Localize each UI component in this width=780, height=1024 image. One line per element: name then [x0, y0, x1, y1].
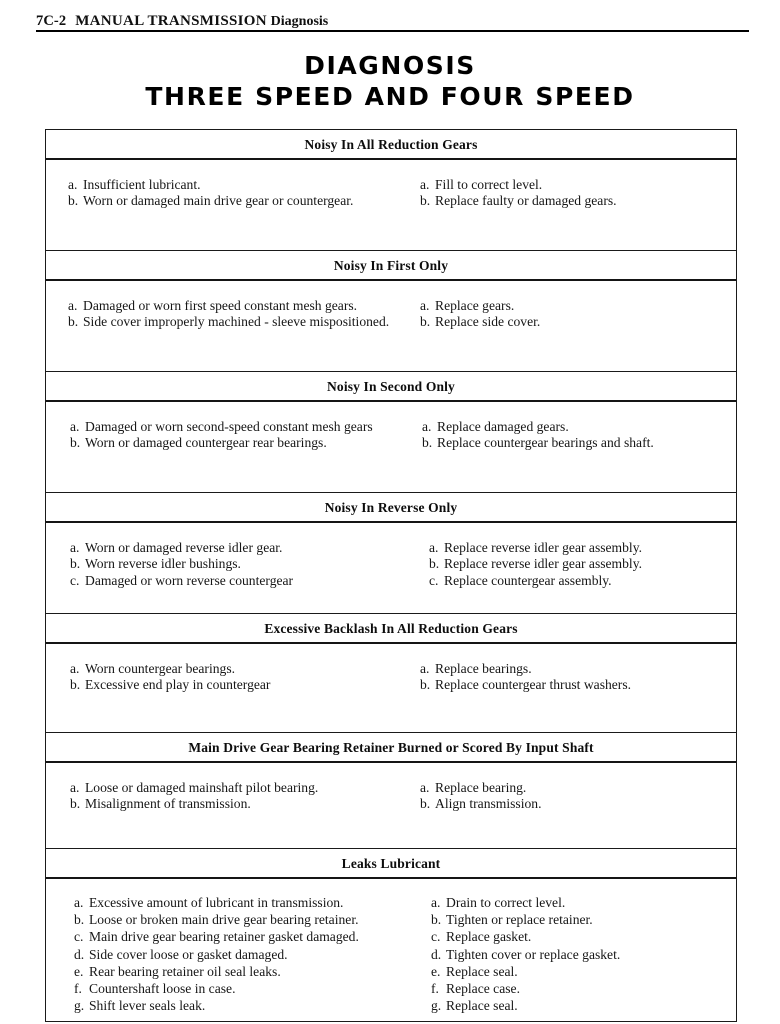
- cause-item: [70, 661, 270, 677]
- item-text: Worn reverse idler bushings.: [85, 556, 241, 572]
- cause-item: [70, 573, 293, 589]
- cause-item: [68, 298, 389, 314]
- section-heading: Noisy In Second Only: [46, 372, 736, 402]
- corrections-column: [431, 894, 620, 1014]
- item-text: Misalignment of transmission.: [85, 796, 251, 812]
- item-text: Replace case.: [446, 981, 520, 997]
- item-text: Tighten cover or replace gasket.: [446, 946, 621, 962]
- item-text: Side cover loose or gasket damaged.: [89, 946, 288, 962]
- corrections-column: [422, 419, 654, 452]
- item-marker: b.: [420, 796, 431, 812]
- item-marker: g.: [74, 998, 85, 1014]
- item-text: Worn or damaged countergear rear bearings.: [85, 435, 327, 451]
- item-text: Side cover improperly machined - sleeve mispositioned.: [83, 314, 390, 330]
- diagnosis-section: [46, 130, 736, 251]
- item-marker: b.: [68, 314, 79, 330]
- item-marker: a.: [70, 661, 80, 676]
- header-rule: [36, 30, 749, 32]
- correction-item: [420, 314, 540, 330]
- running-head-text: [36, 13, 748, 30]
- item-text: Replace countergear assembly.: [444, 572, 612, 588]
- item-marker: a.: [70, 419, 80, 434]
- item-marker: a.: [68, 177, 78, 192]
- page-title-line-2: THREE SPEED AND FOUR SPEED: [145, 82, 635, 111]
- diagnosis-section: [46, 733, 736, 849]
- causes-column: [68, 177, 353, 210]
- item-text: Countershaft loose in case.: [89, 981, 236, 997]
- corrections-column: [420, 661, 631, 694]
- item-text: Replace side cover.: [435, 314, 541, 330]
- section-body: [46, 763, 736, 849]
- diagnosis-section: [46, 614, 736, 733]
- cause-list: [70, 419, 373, 452]
- cause-item: [74, 894, 359, 911]
- item-text: Tighten or replace retainer.: [446, 912, 593, 928]
- item-marker: b.: [420, 314, 431, 330]
- cause-list: [74, 894, 359, 1014]
- item-marker: a.: [74, 895, 84, 910]
- causes-column: [68, 298, 389, 331]
- item-text: Worn or damaged main drive gear or countergear.: [83, 193, 354, 209]
- cause-item: [74, 946, 359, 963]
- cause-item: [68, 314, 389, 330]
- correction-item: [431, 963, 620, 980]
- item-text: Replace gears.: [435, 298, 515, 313]
- item-marker: f.: [74, 981, 82, 997]
- item-marker: c.: [70, 572, 80, 588]
- causes-column: [70, 780, 318, 813]
- item-text: Replace countergear thrust washers.: [435, 677, 632, 693]
- corrections-column: [420, 780, 542, 813]
- causes-column: [70, 661, 270, 694]
- item-text: Fill to correct level.: [435, 177, 543, 192]
- cause-item: [68, 193, 353, 209]
- cause-list: [70, 540, 293, 589]
- correction-item: [420, 677, 631, 693]
- item-text: Loose or damaged mainshaft pilot bearing.: [85, 780, 319, 795]
- item-marker: b.: [70, 796, 81, 812]
- corrections-column: [420, 177, 617, 210]
- item-text: Replace reverse idler gear assembly.: [444, 540, 643, 555]
- cause-list: [70, 780, 318, 813]
- correction-item: [431, 980, 620, 997]
- page-number: 7C-2: [36, 13, 67, 29]
- cause-item: [68, 177, 353, 193]
- item-marker: a.: [420, 661, 430, 676]
- cause-item: [74, 980, 359, 997]
- section-body: [46, 402, 736, 493]
- item-marker: b.: [68, 193, 79, 209]
- cause-list: [70, 661, 270, 694]
- item-marker: f.: [431, 981, 439, 997]
- item-text: Replace reverse idler gear assembly.: [444, 556, 643, 572]
- correction-list: [422, 419, 654, 452]
- correction-item: [429, 573, 642, 589]
- manual-title: MANUAL TRANSMISSION: [75, 13, 267, 29]
- item-marker: b.: [431, 912, 442, 928]
- diagnosis-section: [46, 849, 736, 1021]
- item-marker: b.: [422, 435, 433, 451]
- item-text: Replace faulty or damaged gears.: [435, 193, 617, 209]
- section-body: [46, 160, 736, 251]
- cause-item: [74, 997, 359, 1014]
- item-marker: a.: [70, 780, 80, 795]
- item-text: Main drive gear bearing retainer gasket damaged.: [89, 929, 359, 945]
- cause-item: [70, 435, 373, 451]
- item-text: Insufficient lubricant.: [83, 177, 201, 192]
- item-marker: b.: [420, 193, 431, 209]
- cause-item: [70, 540, 293, 556]
- item-text: Worn countergear bearings.: [85, 661, 236, 676]
- item-marker: b.: [74, 912, 85, 928]
- item-marker: a.: [70, 540, 80, 555]
- correction-item: [431, 997, 620, 1014]
- item-text: Replace seal.: [446, 963, 518, 979]
- item-marker: e.: [431, 963, 441, 979]
- section-heading: Leaks Lubricant: [46, 849, 736, 879]
- section-heading: Noisy In First Only: [46, 251, 736, 281]
- causes-column: [70, 419, 373, 452]
- correction-item: [420, 661, 631, 677]
- item-text: Excessive amount of lubricant in transmission.: [89, 895, 344, 910]
- item-text: Excessive end play in countergear: [85, 677, 271, 693]
- item-marker: a.: [420, 780, 430, 795]
- section-heading: Noisy In All Reduction Gears: [46, 130, 736, 160]
- cause-item: [74, 963, 359, 980]
- section-body: [46, 281, 736, 372]
- diagnosis-section: [46, 493, 736, 614]
- item-marker: b.: [70, 435, 81, 451]
- corrections-column: [429, 540, 642, 589]
- item-marker: a.: [420, 177, 430, 192]
- diagnosis-section: [46, 372, 736, 493]
- page-title: [0, 52, 780, 112]
- section-body: [46, 879, 736, 1021]
- cause-item: [70, 556, 293, 572]
- correction-item: [420, 796, 542, 812]
- corrections-column: [420, 298, 540, 331]
- item-marker: b.: [70, 556, 81, 572]
- section-heading: Excessive Backlash In All Reduction Gears: [46, 614, 736, 644]
- correction-list: [420, 298, 540, 331]
- correction-item: [431, 928, 620, 945]
- item-marker: b.: [420, 677, 431, 693]
- correction-item: [420, 298, 540, 314]
- section-heading: Main Drive Gear Bearing Retainer Burned or Scored By Input Shaft: [46, 733, 736, 763]
- item-text: Replace gasket.: [446, 929, 532, 945]
- item-text: Replace seal.: [446, 998, 518, 1014]
- item-marker: d.: [431, 946, 442, 962]
- section-body: [46, 523, 736, 614]
- item-marker: c.: [431, 929, 441, 945]
- item-marker: c.: [74, 929, 84, 945]
- item-text: Rear bearing retainer oil seal leaks.: [89, 963, 281, 979]
- item-text: Loose or broken main drive gear bearing retainer.: [89, 912, 359, 928]
- item-marker: a.: [68, 298, 78, 313]
- item-marker: b.: [70, 677, 81, 693]
- correction-list: [431, 894, 620, 1014]
- section-title: Diagnosis: [270, 14, 329, 29]
- item-text: Replace bearing.: [435, 780, 527, 795]
- item-marker: a.: [422, 419, 432, 434]
- cause-item: [70, 677, 270, 693]
- correction-item: [420, 177, 617, 193]
- cause-item: [70, 419, 373, 435]
- item-text: Damaged or worn reverse countergear: [85, 572, 294, 588]
- correction-item: [429, 556, 642, 572]
- item-text: Replace bearings.: [435, 661, 532, 676]
- item-marker: a.: [420, 298, 430, 313]
- cause-item: [70, 796, 318, 812]
- item-marker: a.: [429, 540, 439, 555]
- item-text: Worn or damaged reverse idler gear.: [85, 540, 283, 555]
- cause-item: [74, 928, 359, 945]
- item-text: Replace damaged gears.: [437, 419, 569, 434]
- cause-list: [68, 177, 353, 210]
- correction-item: [429, 540, 642, 556]
- item-text: Drain to correct level.: [446, 895, 566, 910]
- correction-item: [420, 780, 542, 796]
- item-marker: d.: [74, 946, 85, 962]
- correction-item: [422, 419, 654, 435]
- correction-item: [422, 435, 654, 451]
- correction-item: [431, 894, 620, 911]
- section-heading: Noisy In Reverse Only: [46, 493, 736, 523]
- item-text: Damaged or worn first speed constant mesh gears.: [83, 298, 358, 313]
- correction-list: [420, 780, 542, 813]
- causes-column: [70, 540, 293, 589]
- correction-item: [431, 911, 620, 928]
- item-marker: a.: [431, 895, 441, 910]
- correction-list: [420, 177, 617, 210]
- item-text: Replace countergear bearings and shaft.: [437, 435, 654, 451]
- item-marker: b.: [429, 556, 440, 572]
- item-marker: e.: [74, 963, 84, 979]
- item-marker: g.: [431, 998, 442, 1014]
- item-marker: c.: [429, 572, 439, 588]
- cause-list: [68, 298, 389, 331]
- correction-list: [420, 661, 631, 694]
- item-text: Shift lever seals leak.: [89, 998, 206, 1014]
- correction-item: [431, 946, 620, 963]
- item-text: Damaged or worn second-speed constant mesh gears: [85, 419, 373, 434]
- causes-column: [74, 894, 359, 1014]
- correction-item: [420, 193, 617, 209]
- cause-item: [74, 911, 359, 928]
- correction-list: [429, 540, 642, 589]
- item-text: Align transmission.: [435, 796, 542, 812]
- diagnosis-table: [45, 129, 737, 1022]
- cause-item: [70, 780, 318, 796]
- page-title-line-1: DIAGNOSIS: [304, 51, 476, 80]
- diagnosis-section: [46, 251, 736, 372]
- section-body: [46, 644, 736, 733]
